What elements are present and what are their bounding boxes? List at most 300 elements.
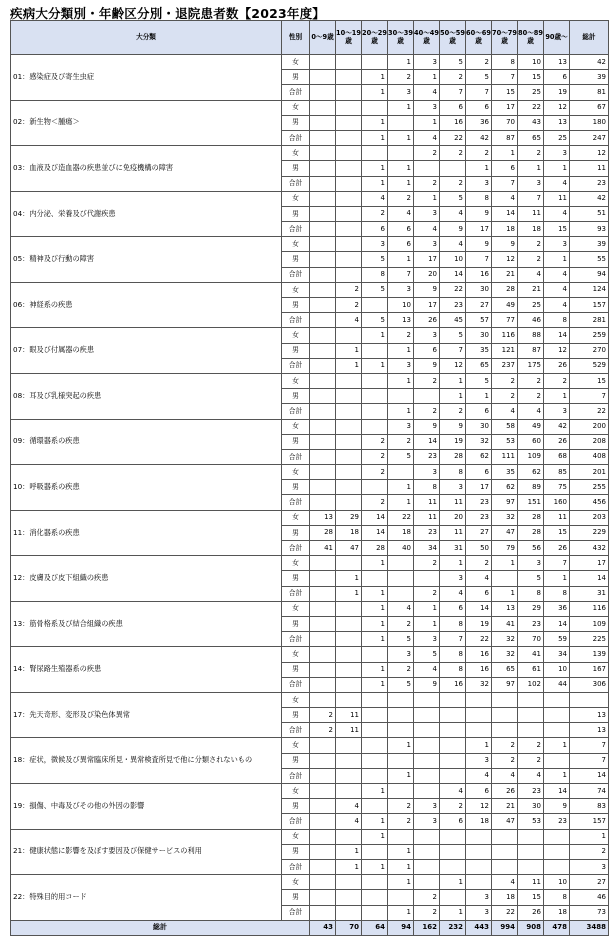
count-cell: 30	[466, 419, 492, 434]
count-cell: 4	[414, 222, 440, 237]
count-cell: 14	[544, 616, 570, 631]
count-cell	[440, 738, 466, 753]
count-cell: 23	[466, 495, 492, 510]
row-total-cell: 42	[570, 55, 609, 70]
count-cell: 13	[544, 115, 570, 130]
count-cell	[310, 55, 336, 70]
sex-label: 合計	[282, 495, 310, 510]
count-cell	[388, 389, 414, 404]
count-cell: 2	[388, 434, 414, 449]
header-age: 20～29歳	[362, 21, 388, 55]
count-cell: 4	[414, 130, 440, 145]
count-cell	[310, 252, 336, 267]
count-cell: 11	[518, 206, 544, 221]
count-cell: 7	[440, 85, 466, 100]
count-cell: 7	[440, 632, 466, 647]
count-cell: 1	[414, 616, 440, 631]
count-cell: 42	[466, 130, 492, 145]
count-cell	[440, 844, 466, 859]
sex-label: 合計	[282, 586, 310, 601]
sex-label: 男	[282, 616, 310, 631]
count-cell: 68	[544, 449, 570, 464]
count-cell	[336, 753, 362, 768]
grand-total-cell: 64	[362, 920, 388, 935]
count-cell: 2	[466, 55, 492, 70]
count-cell	[310, 784, 336, 799]
sex-label: 男	[282, 115, 310, 130]
row-total-cell: 83	[570, 799, 609, 814]
count-cell: 2	[362, 434, 388, 449]
count-cell	[310, 556, 336, 571]
row-total-cell: 270	[570, 343, 609, 358]
count-cell: 49	[492, 298, 518, 313]
count-cell	[310, 100, 336, 115]
page-title: 疾病大分類別・年齢区分別・退院患者数【2023年度】	[10, 6, 325, 21]
category-name: 05：精神及び行動の障害	[11, 237, 282, 283]
count-cell	[362, 100, 388, 115]
count-cell	[310, 890, 336, 905]
sex-label: 男	[282, 434, 310, 449]
count-cell: 7	[466, 85, 492, 100]
count-cell: 30	[466, 282, 492, 297]
count-cell: 102	[518, 677, 544, 692]
category-name: 04：内分泌、栄養及び代謝疾患	[11, 191, 282, 237]
count-cell: 3	[544, 404, 570, 419]
count-cell: 1	[440, 389, 466, 404]
count-cell: 3	[544, 237, 570, 252]
count-cell	[336, 647, 362, 662]
count-cell: 32	[492, 510, 518, 525]
count-cell: 21	[492, 267, 518, 282]
row-total-cell: 200	[570, 419, 609, 434]
count-cell: 23	[518, 784, 544, 799]
count-cell: 1	[362, 784, 388, 799]
count-cell: 29	[518, 601, 544, 616]
count-cell	[336, 55, 362, 70]
count-cell: 1	[388, 373, 414, 388]
count-cell: 4	[492, 191, 518, 206]
count-cell: 1	[362, 161, 388, 176]
count-cell	[388, 586, 414, 601]
table-row	[11, 191, 609, 206]
count-cell: 4	[388, 206, 414, 221]
count-cell: 2	[466, 146, 492, 161]
row-total-cell: 13	[570, 708, 609, 723]
count-cell: 25	[544, 130, 570, 145]
count-cell: 5	[362, 313, 388, 328]
grand-total-cell: 478	[544, 920, 570, 935]
count-cell	[440, 708, 466, 723]
count-cell: 65	[492, 662, 518, 677]
count-cell: 3	[518, 176, 544, 191]
count-cell: 50	[466, 541, 492, 556]
count-cell	[310, 373, 336, 388]
count-cell: 1	[388, 176, 414, 191]
count-cell: 18	[544, 905, 570, 920]
count-cell	[362, 55, 388, 70]
count-cell: 1	[492, 586, 518, 601]
count-cell: 2	[440, 176, 466, 191]
count-cell: 2	[518, 738, 544, 753]
row-total-cell: 13	[570, 723, 609, 738]
count-cell: 35	[492, 465, 518, 480]
count-cell: 9	[414, 282, 440, 297]
count-cell	[310, 571, 336, 586]
count-cell	[336, 556, 362, 571]
count-cell: 13	[544, 55, 570, 70]
row-total-cell: 11	[570, 161, 609, 176]
sex-label: 合計	[282, 632, 310, 647]
row-total-cell	[570, 692, 609, 707]
sex-label: 男	[282, 298, 310, 313]
count-cell: 12	[544, 343, 570, 358]
table-row	[11, 55, 609, 70]
count-cell: 28	[492, 282, 518, 297]
count-cell: 1	[336, 358, 362, 373]
count-cell: 2	[362, 206, 388, 221]
count-cell	[440, 829, 466, 844]
count-cell: 3	[466, 753, 492, 768]
sex-label: 合計	[282, 404, 310, 419]
category-name: 06：神経系の疾患	[11, 282, 282, 328]
count-cell	[414, 829, 440, 844]
count-cell: 22	[388, 510, 414, 525]
count-cell: 5	[518, 571, 544, 586]
count-cell: 9	[492, 237, 518, 252]
count-cell: 8	[544, 586, 570, 601]
count-cell: 8	[440, 647, 466, 662]
count-cell	[492, 723, 518, 738]
count-cell: 5	[440, 191, 466, 206]
sex-label: 合計	[282, 449, 310, 464]
count-cell: 1	[544, 389, 570, 404]
count-cell: 4	[466, 571, 492, 586]
sex-label: 女	[282, 738, 310, 753]
grand-total-cell: 43	[310, 920, 336, 935]
count-cell	[310, 480, 336, 495]
count-cell	[310, 799, 336, 814]
count-cell	[336, 905, 362, 920]
row-total-cell: 46	[570, 890, 609, 905]
count-cell: 41	[492, 616, 518, 631]
count-cell: 1	[388, 100, 414, 115]
count-cell: 4	[336, 799, 362, 814]
count-cell: 29	[336, 510, 362, 525]
count-cell: 28	[518, 525, 544, 540]
count-cell	[414, 875, 440, 890]
count-cell: 1	[440, 875, 466, 890]
count-cell: 20	[414, 267, 440, 282]
count-cell	[388, 692, 414, 707]
count-cell: 19	[544, 85, 570, 100]
count-cell: 4	[414, 85, 440, 100]
count-cell: 4	[518, 267, 544, 282]
count-cell: 2	[492, 389, 518, 404]
count-cell	[310, 146, 336, 161]
count-cell: 151	[518, 495, 544, 510]
count-cell: 1	[362, 859, 388, 874]
patients-table	[10, 20, 609, 936]
count-cell: 41	[518, 647, 544, 662]
sex-label: 男	[282, 844, 310, 859]
count-cell: 56	[518, 541, 544, 556]
category-name: 13：筋骨格系及び結合組織の疾患	[11, 601, 282, 647]
count-cell: 26	[414, 313, 440, 328]
count-cell	[518, 708, 544, 723]
row-total-cell: 17	[570, 556, 609, 571]
count-cell: 5	[362, 252, 388, 267]
count-cell	[414, 161, 440, 176]
header-total: 総計	[570, 21, 609, 55]
row-total-cell: 255	[570, 480, 609, 495]
count-cell: 2	[414, 586, 440, 601]
count-cell	[310, 130, 336, 145]
count-cell: 16	[466, 647, 492, 662]
count-cell: 4	[492, 768, 518, 783]
count-cell	[310, 875, 336, 890]
count-cell: 4	[492, 875, 518, 890]
row-total-cell: 208	[570, 434, 609, 449]
count-cell	[310, 692, 336, 707]
count-cell: 2	[492, 373, 518, 388]
count-cell: 15	[518, 890, 544, 905]
count-cell: 1	[388, 252, 414, 267]
count-cell: 1	[388, 495, 414, 510]
count-cell	[310, 267, 336, 282]
row-total-cell: 259	[570, 328, 609, 343]
count-cell	[336, 115, 362, 130]
count-cell: 34	[544, 647, 570, 662]
count-cell: 65	[466, 358, 492, 373]
count-cell	[544, 844, 570, 859]
count-cell	[492, 571, 518, 586]
category-name: 12：皮膚及び皮下組織の疾患	[11, 556, 282, 602]
count-cell	[440, 768, 466, 783]
count-cell: 62	[492, 480, 518, 495]
count-cell: 11	[544, 510, 570, 525]
count-cell	[336, 100, 362, 115]
count-cell	[414, 389, 440, 404]
count-cell: 2	[414, 905, 440, 920]
count-cell: 5	[362, 282, 388, 297]
count-cell	[310, 343, 336, 358]
count-cell	[362, 753, 388, 768]
count-cell: 1	[362, 130, 388, 145]
row-total-cell: 7	[570, 738, 609, 753]
count-cell: 4	[544, 267, 570, 282]
count-cell: 22	[440, 130, 466, 145]
category-name: 21：健康状態に影響を及ぼす要因及び保健サービスの利用	[11, 829, 282, 875]
count-cell	[492, 859, 518, 874]
count-cell: 59	[544, 632, 570, 647]
count-cell: 87	[492, 130, 518, 145]
sex-label: 女	[282, 237, 310, 252]
count-cell: 97	[492, 677, 518, 692]
count-cell: 14	[492, 206, 518, 221]
count-cell: 2	[336, 298, 362, 313]
count-cell: 3	[414, 328, 440, 343]
grand-total-cell: 162	[414, 920, 440, 935]
count-cell	[310, 161, 336, 176]
count-cell: 1	[362, 70, 388, 85]
row-total-cell: 139	[570, 647, 609, 662]
count-cell: 4	[336, 313, 362, 328]
count-cell: 13	[310, 510, 336, 525]
count-cell	[388, 146, 414, 161]
count-cell: 1	[414, 601, 440, 616]
count-cell: 10	[440, 252, 466, 267]
count-cell: 3	[414, 814, 440, 829]
count-cell	[362, 890, 388, 905]
count-cell: 116	[492, 328, 518, 343]
count-cell: 23	[518, 616, 544, 631]
row-total-cell: 31	[570, 586, 609, 601]
count-cell: 2	[388, 328, 414, 343]
count-cell	[492, 708, 518, 723]
count-cell	[466, 829, 492, 844]
count-cell	[310, 191, 336, 206]
count-cell: 11	[336, 723, 362, 738]
sex-label: 合計	[282, 85, 310, 100]
count-cell	[310, 662, 336, 677]
count-cell: 17	[492, 100, 518, 115]
count-cell: 5	[440, 55, 466, 70]
sex-label: 合計	[282, 905, 310, 920]
count-cell	[336, 252, 362, 267]
count-cell: 14	[440, 267, 466, 282]
count-cell: 1	[518, 161, 544, 176]
count-cell: 20	[440, 510, 466, 525]
count-cell	[518, 723, 544, 738]
count-cell: 15	[544, 525, 570, 540]
row-total-cell: 408	[570, 449, 609, 464]
row-total-cell: 247	[570, 130, 609, 145]
count-cell: 2	[310, 708, 336, 723]
row-total-cell: 15	[570, 373, 609, 388]
count-cell	[362, 799, 388, 814]
count-cell: 1	[362, 85, 388, 100]
count-cell: 2	[492, 738, 518, 753]
category-name: 07：眼及び付属器の疾患	[11, 328, 282, 374]
row-total-cell: 14	[570, 571, 609, 586]
count-cell: 10	[388, 298, 414, 313]
count-cell	[310, 859, 336, 874]
table-row	[11, 601, 609, 616]
count-cell: 11	[414, 495, 440, 510]
count-cell: 3	[518, 556, 544, 571]
count-cell: 160	[544, 495, 570, 510]
count-cell: 61	[518, 662, 544, 677]
count-cell	[310, 328, 336, 343]
count-cell: 26	[492, 784, 518, 799]
count-cell	[362, 708, 388, 723]
count-cell: 1	[492, 146, 518, 161]
category-name: 17：先天奇形、変形及び染色体異常	[11, 692, 282, 738]
row-total-cell: 167	[570, 662, 609, 677]
count-cell	[336, 632, 362, 647]
count-cell	[336, 890, 362, 905]
count-cell: 18	[336, 525, 362, 540]
count-cell	[518, 692, 544, 707]
count-cell: 5	[414, 647, 440, 662]
count-cell: 47	[492, 525, 518, 540]
count-cell	[310, 601, 336, 616]
count-cell	[310, 738, 336, 753]
count-cell: 17	[466, 480, 492, 495]
count-cell: 1	[492, 556, 518, 571]
row-total-cell: 73	[570, 905, 609, 920]
row-total-cell: 109	[570, 616, 609, 631]
table-row	[11, 465, 609, 480]
table-row	[11, 237, 609, 252]
count-cell: 1	[388, 844, 414, 859]
row-total-cell: 157	[570, 814, 609, 829]
sex-label: 合計	[282, 358, 310, 373]
count-cell	[362, 373, 388, 388]
header-age: 30～39歳	[388, 21, 414, 55]
count-cell	[414, 571, 440, 586]
count-cell: 40	[388, 541, 414, 556]
count-cell: 1	[362, 814, 388, 829]
row-total-cell: 7	[570, 753, 609, 768]
count-cell	[310, 632, 336, 647]
row-total-cell: 67	[570, 100, 609, 115]
count-cell: 12	[466, 799, 492, 814]
count-cell: 16	[466, 662, 492, 677]
sex-label: 合計	[282, 267, 310, 282]
count-cell: 4	[544, 298, 570, 313]
count-cell: 9	[440, 419, 466, 434]
sex-label: 合計	[282, 313, 310, 328]
count-cell: 15	[518, 70, 544, 85]
count-cell: 1	[466, 389, 492, 404]
count-cell: 36	[466, 115, 492, 130]
count-cell: 23	[414, 525, 440, 540]
count-cell	[362, 692, 388, 707]
count-cell: 53	[518, 814, 544, 829]
row-total-cell: 12	[570, 146, 609, 161]
count-cell	[466, 875, 492, 890]
grand-total-cell: 908	[518, 920, 544, 935]
count-cell: 88	[518, 328, 544, 343]
category-name: 02：新生物＜腫瘍＞	[11, 100, 282, 146]
count-cell	[414, 768, 440, 783]
count-cell: 3	[414, 55, 440, 70]
count-cell: 7	[544, 556, 570, 571]
sex-label: 男	[282, 662, 310, 677]
count-cell: 3	[414, 632, 440, 647]
count-cell	[310, 768, 336, 783]
count-cell: 32	[492, 647, 518, 662]
sex-label: 男	[282, 161, 310, 176]
count-cell	[362, 146, 388, 161]
count-cell: 22	[492, 905, 518, 920]
count-cell	[310, 829, 336, 844]
sex-label: 合計	[282, 814, 310, 829]
count-cell: 6	[414, 343, 440, 358]
sex-label: 女	[282, 328, 310, 343]
count-cell: 89	[518, 480, 544, 495]
count-cell: 1	[362, 115, 388, 130]
count-cell: 1	[388, 859, 414, 874]
grand-total-sum: 3488	[570, 920, 609, 935]
row-total-cell: 432	[570, 541, 609, 556]
row-total-cell: 229	[570, 525, 609, 540]
count-cell	[362, 571, 388, 586]
count-cell: 1	[388, 404, 414, 419]
count-cell: 1	[544, 252, 570, 267]
count-cell: 6	[440, 100, 466, 115]
